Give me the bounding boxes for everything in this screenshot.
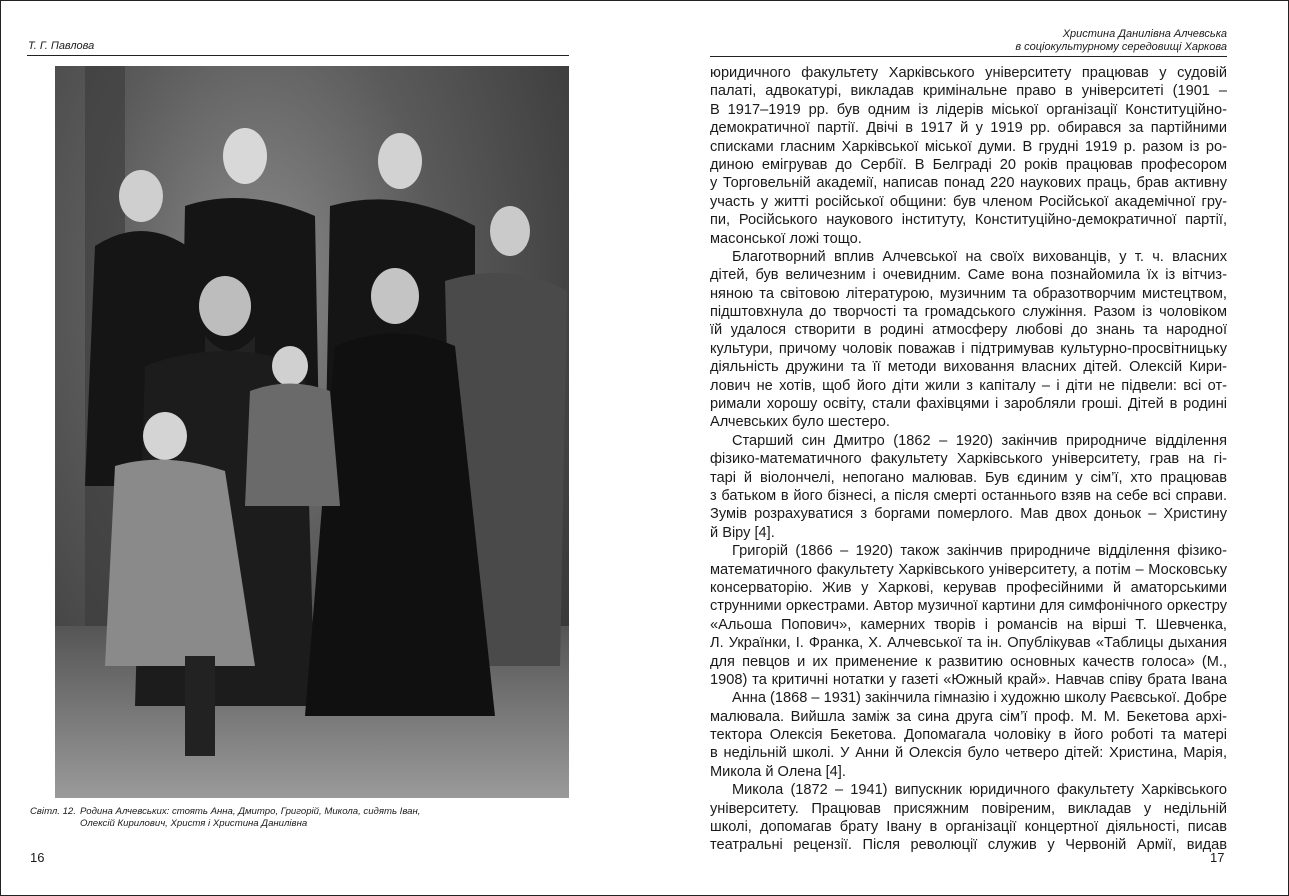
text-line: Микола (1872 – 1941) випускник юридичного факультету Харківського bbox=[732, 782, 1227, 799]
text-line: лович не хотів, щоб його діти жили з капіталу – і діти не підвели: всі от- bbox=[710, 377, 1227, 394]
right-page bbox=[644, 0, 1289, 896]
paragraph bbox=[710, 432, 1227, 542]
text-line: Л. Українки, І. Франка, Х. Алчевської та ін. Опублікував «Таблицы дыхания bbox=[710, 635, 1227, 652]
running-header-left: Т. Г. Павлова bbox=[28, 40, 95, 52]
text-line: у Торговельній академії, написав понад 220 наукових праць, брав активну bbox=[710, 175, 1227, 192]
text-line: диною емігрував до Сербії. В Белграді 20 років працював професором bbox=[710, 156, 1227, 173]
figure-label: Світл. 12. bbox=[30, 806, 76, 817]
caption-line: Олексій Кирилович, Христя і Христина Данилівна bbox=[80, 818, 308, 829]
paragraph bbox=[710, 689, 1227, 781]
text-line: тектора Олексія Бекетова. Допомагала чоловіку в його роботі та матері bbox=[710, 727, 1227, 744]
text-line: палаті, адвокатурі, викладав кримінальне право в університеті (1901 – bbox=[710, 83, 1227, 100]
text-line: Анна (1868 – 1931) закінчила гімназію і художню школу Раєвської. Добре bbox=[732, 690, 1227, 707]
text-line: малювала. Вийшла заміж за сина друга сім’ї проф. М. М. Бекетова архі- bbox=[710, 708, 1227, 725]
running-header-right bbox=[1015, 28, 1227, 54]
text-line: Микола й Олена [4]. bbox=[710, 763, 846, 780]
text-line: культури, причому чоловік поважав і підтримував культурно-просвітницьку bbox=[710, 340, 1227, 357]
text-line: участь у житті російської общини: був членом Російської академічної гру- bbox=[710, 193, 1227, 210]
text-line: Благотворний вплив Алчевської на своїх вихованців, у т. ч. власних bbox=[732, 248, 1227, 265]
text-line: з батьком в його бізнесі, а після смерті останнього взяв на себе всі справи. bbox=[710, 487, 1227, 504]
text-line: римали хорошу освіту, стали фахівцями і заробляли гроші. Дітей в родині bbox=[710, 396, 1227, 413]
text-line: масонської ложі тощо. bbox=[710, 230, 862, 247]
text-line: дітей, був величезним і очевидним. Саме вона познайомила їх із вітчиз- bbox=[710, 267, 1227, 284]
paragraph bbox=[710, 781, 1227, 855]
text-line: для певцов и их применение к развитию основных качеств голоса» (М., bbox=[710, 653, 1227, 670]
text-line: театральні рецензії. Після революції служив у Червоній Армії, видав bbox=[710, 837, 1227, 854]
text-line: 1908) та критичні нотатки у газеті «Южный край». Навчав співу брата Івана bbox=[710, 671, 1227, 688]
text-line: няною та світовою літературою, музичним та образотворчим мистецтвом, bbox=[710, 285, 1227, 302]
paragraph bbox=[710, 248, 1227, 432]
text-line: й Віру [4]. bbox=[710, 524, 775, 541]
header-rule bbox=[710, 56, 1227, 57]
text-line: математичного факультету Харківського університету, а потім – Московську bbox=[710, 561, 1227, 578]
text-line: Алчевських було шестеро. bbox=[710, 414, 890, 431]
family-photograph bbox=[55, 66, 569, 798]
page-number-right: 17 bbox=[1210, 850, 1225, 865]
body-text bbox=[710, 64, 1227, 855]
running-header-line: Христина Данилівна Алчевська bbox=[1062, 28, 1227, 40]
header-rule bbox=[27, 55, 569, 56]
text-line: їй удалося створити в родині атмосферу любові до знань та народної bbox=[710, 322, 1227, 339]
text-line: в недільній школі. У Анни й Олексія було четверо дітей: Христина, Марія, bbox=[710, 745, 1227, 762]
text-line: В 1917–1919 рр. був одним із лідерів міської організації Конституційно- bbox=[710, 101, 1227, 118]
caption-line: Родина Алчевських: стоять Анна, Дмитро, Григорій, Микола, сидять Іван, bbox=[80, 806, 421, 817]
text-line: юридичного факультету Харківського університету працював у судовій bbox=[710, 65, 1227, 81]
text-line: Старший син Дмитро (1862 – 1920) закінчив природниче відділення bbox=[732, 432, 1227, 449]
text-line: тарі й віолончелі, непогано малював. Був єдиним у сім’ї, хто працював bbox=[710, 469, 1227, 486]
text-line: Григорій (1866 – 1920) також закінчив природниче відділення фізико- bbox=[732, 543, 1227, 560]
text-line: «Альоша Попович», камерних творів і романсів на вірші Т. Шевченка, bbox=[710, 616, 1227, 633]
text-line: демократичної партії. Двічі в 1917 й у 1919 рр. обирався за партійними bbox=[710, 120, 1227, 137]
text-line: підштовхнула до творчості та громадського служіння. Разом із чоловіком bbox=[710, 304, 1227, 321]
text-line: пи, Російського наукового інституту, Конституційно-демократичної партії, bbox=[710, 212, 1227, 229]
text-line: університету. Працював присяжним повіреним, викладав у недільній bbox=[710, 800, 1227, 817]
figure-caption bbox=[30, 806, 420, 830]
photo-figures bbox=[55, 66, 569, 798]
text-line: діяльність дружини та її методи виховання власних дітей. Олексій Кири- bbox=[710, 359, 1227, 376]
page-number-left: 16 bbox=[30, 850, 45, 865]
text-line: Зумів розрахуватися з боргами померлого. Мав двох доньок – Христину bbox=[710, 506, 1227, 523]
text-line: струнними оркестрами. Автор музичної картини для симфонічного оркестру bbox=[710, 598, 1227, 615]
text-line: школі, допомагав брату Івану в організації концертної діяльності, писав bbox=[710, 819, 1227, 836]
paragraph bbox=[710, 64, 1227, 248]
running-header-line: в соціокультурному середовищі Харкова bbox=[1015, 41, 1227, 53]
text-line: консерваторію. Жив у Харкові, керував професійними й аматорськими bbox=[710, 579, 1227, 596]
text-line: списками гласним Харківської міської думи. В грудні 1919 р. разом із ро- bbox=[710, 138, 1227, 155]
text-line: фізико-математичного факультету Харківського університету, грав на гі- bbox=[710, 451, 1227, 468]
left-page bbox=[0, 0, 644, 896]
paragraph bbox=[710, 542, 1227, 689]
